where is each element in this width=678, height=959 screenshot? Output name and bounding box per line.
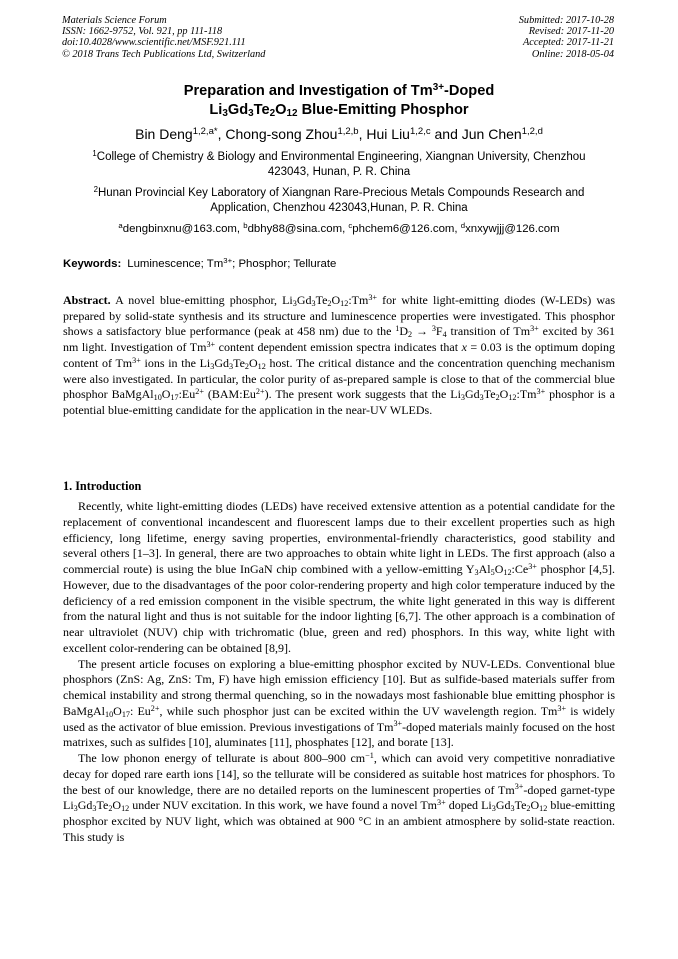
email-link[interactable]: dengbinxnu@163.com	[122, 223, 237, 235]
section-heading: 1. Introduction	[63, 479, 142, 493]
copyright-line: © 2018 Trans Tech Publications Ltd, Switzerland	[62, 48, 266, 60]
submitted-date: Submitted: 2017-10-28	[518, 15, 614, 26]
title-line-1: Preparation and Investigation of $Tm^{3+}$-Doped	[183, 82, 495, 99]
issn-line: ISSN: 1662-9752, Vol. 921, pp 111-118	[62, 26, 223, 38]
author-list: Bin Deng$^{1,2,a*}$, Chong-song Zhou$^{1,2,b}$, Hui Liu$^{1,2,c}$ and Jun Chen$^{1,2,d}$	[135, 126, 543, 142]
paragraph: Recently, white light-emitting diodes (LEDs) have received extensive attention as a potential candidate for the replacement of conventional incandescent and fluorescent lamps due to their excellent properties such as high efficiency, long lifetime, energy saving properties, environmental-friendly characteristics, good stability and several others [1–3]. In general, there are two approaches to obtain white light in LEDs. The first approach (also a commercial route) is using the blue InGaN chip combined with a yellow-emitting $Y_3Al_5O_{12}:Ce^{3+}$ phosphor [4,5]. However, due to the disadvantages of the poor color-rendering property and high color temperature induced by the deficiency of a red emission component in the visible spectrum, the white light generated in this way is different from the natural light and thus is not suitable for the indoor lighting [6,7]. The other approach is a combination of near ultraviolet (NUV) chip with trichromatic (blue, green and red) phosphors. In this way, white light with excellent color-rendering can be obtained [8,9].	[63, 499, 615, 655]
keywords-line: Keywords: Luminescence; $Tm^{3+}$; Phosphor; Tellurate	[63, 256, 337, 270]
paragraph: The present article focuses on exploring a blue-emitting phosphor excited by NUV-LEDs. Conventional blue phosphors (ZnS: Ag, ZnS: Tm, F) have high emission efficiency [10]. But as sulfide-based materials suffer from chemical instability and strong thermal quenching, so in the nowadays most fashionable blue emitting phosphor is $BaMgAl_{10}O_{17}$: $Eu^{2+}$, while such phosphor just can be excited within the UV wavelength region. $Tm^{3+}$ is widely used as the activator of blue emission. Previous investigations of $Tm^{3+}$-doped materials mainly focused on the host matrixes, such as sulfides [10], aluminates [11], phosphates [12], and borate [13].	[63, 656, 615, 750]
paper-title	[60, 82, 618, 120]
revised-date: Revised: 2017-11-20	[528, 26, 614, 38]
author-name: Hui Liu	[366, 126, 410, 142]
accepted-date: Accepted: 2017-11-21	[522, 37, 614, 49]
author-name: Bin Deng	[135, 126, 193, 142]
author-name: Chong-song Zhou	[225, 126, 338, 142]
title-line-2: $Li_3Gd_3Te_2O_{12}$ Blue-Emitting Phosphor	[209, 102, 469, 120]
header-right	[519, 15, 614, 60]
introduction-body	[63, 499, 615, 846]
email-link[interactable]: xnxywjjj@126.com	[465, 223, 560, 235]
abstract-paragraph: Abstract. A novel blue-emitting phosphor, $Li_3Gd_3Te_2O_{12}:Tm^{3+}$ for white light-emitting diodes (W-LEDs) was prepared by solid-state synthesis and its structure and luminescence properties were investigated. This phosphor shows a satisfactory blue performance (peak at 458 nm) due to the $^1D_2 \to ^3F_4$ transition of $Tm^{3+}$ excited by 361 nm light. Investigation of $Tm^{3+}$ content dependent emission spectra indicates that x = 0.03 is the optimum doping content of $Tm^{3+}$ ions in the $Li_3Gd_3Te_2O_{12}$ host. The critical distance and the concentration quenching mechanism were also investigated. In particular, the color purity of as-prepared sample is close to that of the commercial blue phosphor $BaMgAl_{10}O_{17}:Eu^{2+}$ $(BAM:Eu^{2+})$. The present work suggests that the $Li_3Gd_3Te_2O_{12}:Tm^{3+}$ phosphor is a potential blue-emitting candidate for the application in the near-UV WLEDs.	[63, 292, 615, 417]
header-left	[62, 15, 265, 60]
affiliation-1: $^1$College of Chemistry & Biology and Environmental Engineering, Xiangnan University, Chenzhou 423043, Hunan, P. R. China	[92, 149, 586, 178]
keywords-label: Keywords:	[63, 258, 122, 270]
online-date: Online: 2018-05-04	[531, 48, 614, 60]
email-list: $^a$dengbinxnu@163.com, $^b$dbhy88@sina.com, $^c$phchem6@126.com, $^d$xnxywjjj@126.com	[118, 221, 560, 235]
email-link[interactable]: dbhy88@sina.com	[247, 223, 343, 235]
author-name: Jun Chen	[461, 126, 522, 142]
paragraph: The low phonon energy of tellurate is about 800–900 $cm^{-1}$, which can avoid very competitive nonradiative decay for doped rare earth ions [14], so the tellurate will be considered as suitable host matrices for phosphors. To the best of our knowledge, there are no detailed reports on the luminescent properties of $Tm^{3+}$-doped garnet-type $Li_3Gd_3Te_2O_{12}$ under NUV excitation. In this work, we have found a novel $Tm^{3+}$ doped $Li_3Gd_3Te_2O_{12}$ blue-emitting phosphor excited by NUV light, which was obtained at 900 °C in an ambient atmosphere by solid-state reaction. This study is	[63, 750, 616, 844]
affiliation-2: $^2$Hunan Provincial Key Laboratory of Xiangnan Rare-Precious Metals Compounds Research and Application, Chenzhou 423043,Hunan, P. R. China	[93, 185, 585, 214]
journal-name: Materials Science Forum	[62, 15, 167, 26]
abstract-label: Abstract.	[63, 293, 111, 307]
doi-line: doi:10.4028/www.scientific.net/MSF.921.111	[62, 37, 246, 49]
email-link[interactable]: phchem6@126.com	[352, 223, 455, 235]
